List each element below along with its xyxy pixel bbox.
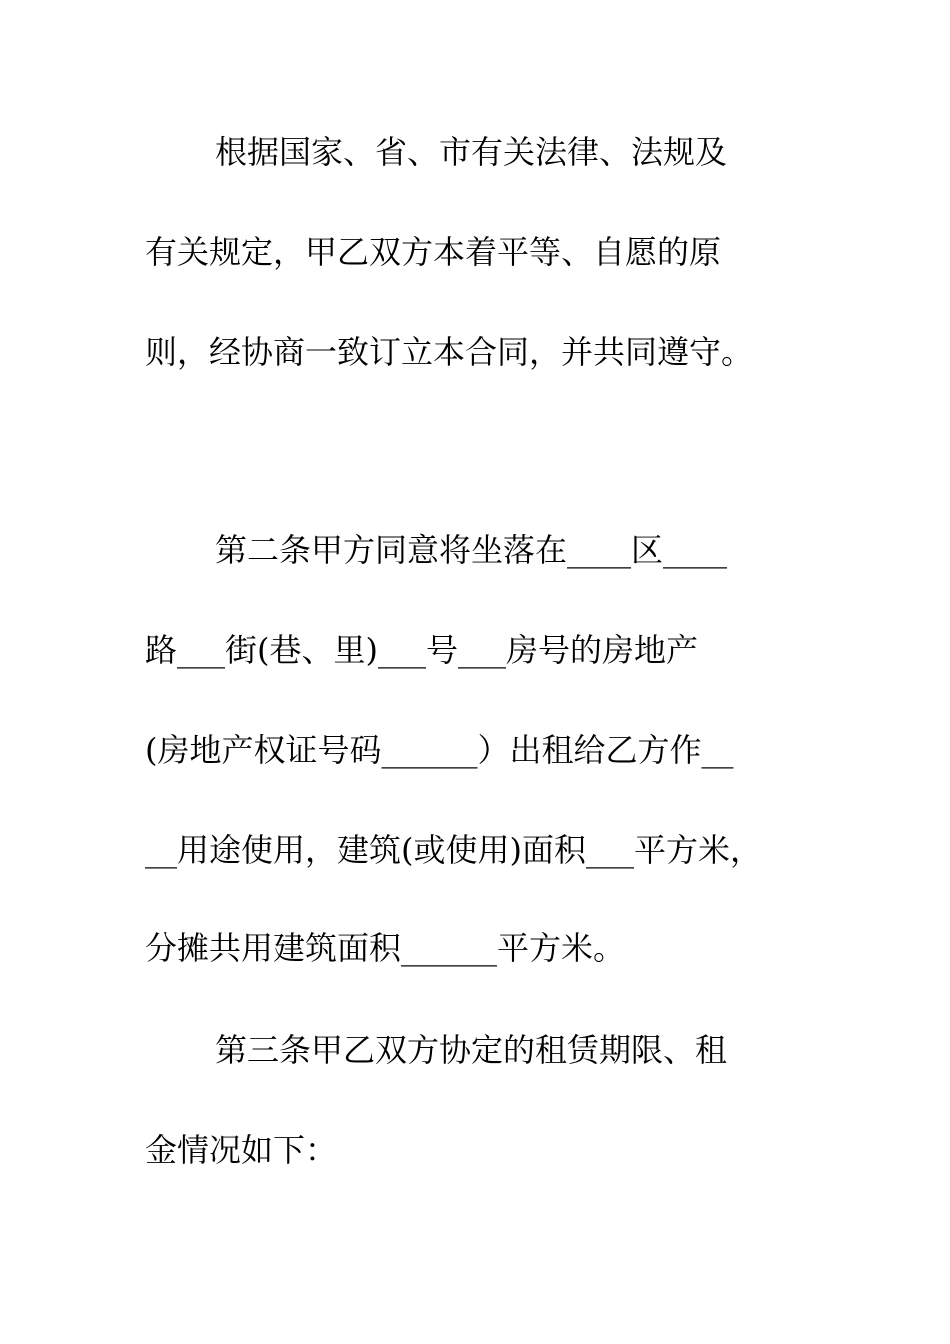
- paragraph-1-line-3: 则，经协商一致订立本合同，并共同遵守。: [145, 333, 754, 371]
- paragraph-1-line-2: 有关规定，甲乙双方本着平等、自愿的原: [145, 233, 722, 271]
- article-2-line-3: (房地产权证号码______）出租给乙方作__: [145, 731, 734, 769]
- article-3-line-2: 金情况如下：: [145, 1131, 338, 1169]
- article-2-line-1: 第二条甲方同意将坐落在____区____: [215, 531, 728, 569]
- article-2-line-5: 分摊共用建筑面积______平方米。: [145, 929, 626, 967]
- article-3-line-1: 第三条甲乙双方协定的租赁期限、租: [215, 1031, 728, 1069]
- article-2-line-2: 路___街(巷、里)___号___房号的房地产: [145, 631, 698, 669]
- paragraph-1-line-1: 根据国家、省、市有关法律、法规及: [215, 133, 728, 171]
- article-2-line-4: __用途使用，建筑(或使用)面积___平方米，: [145, 831, 762, 869]
